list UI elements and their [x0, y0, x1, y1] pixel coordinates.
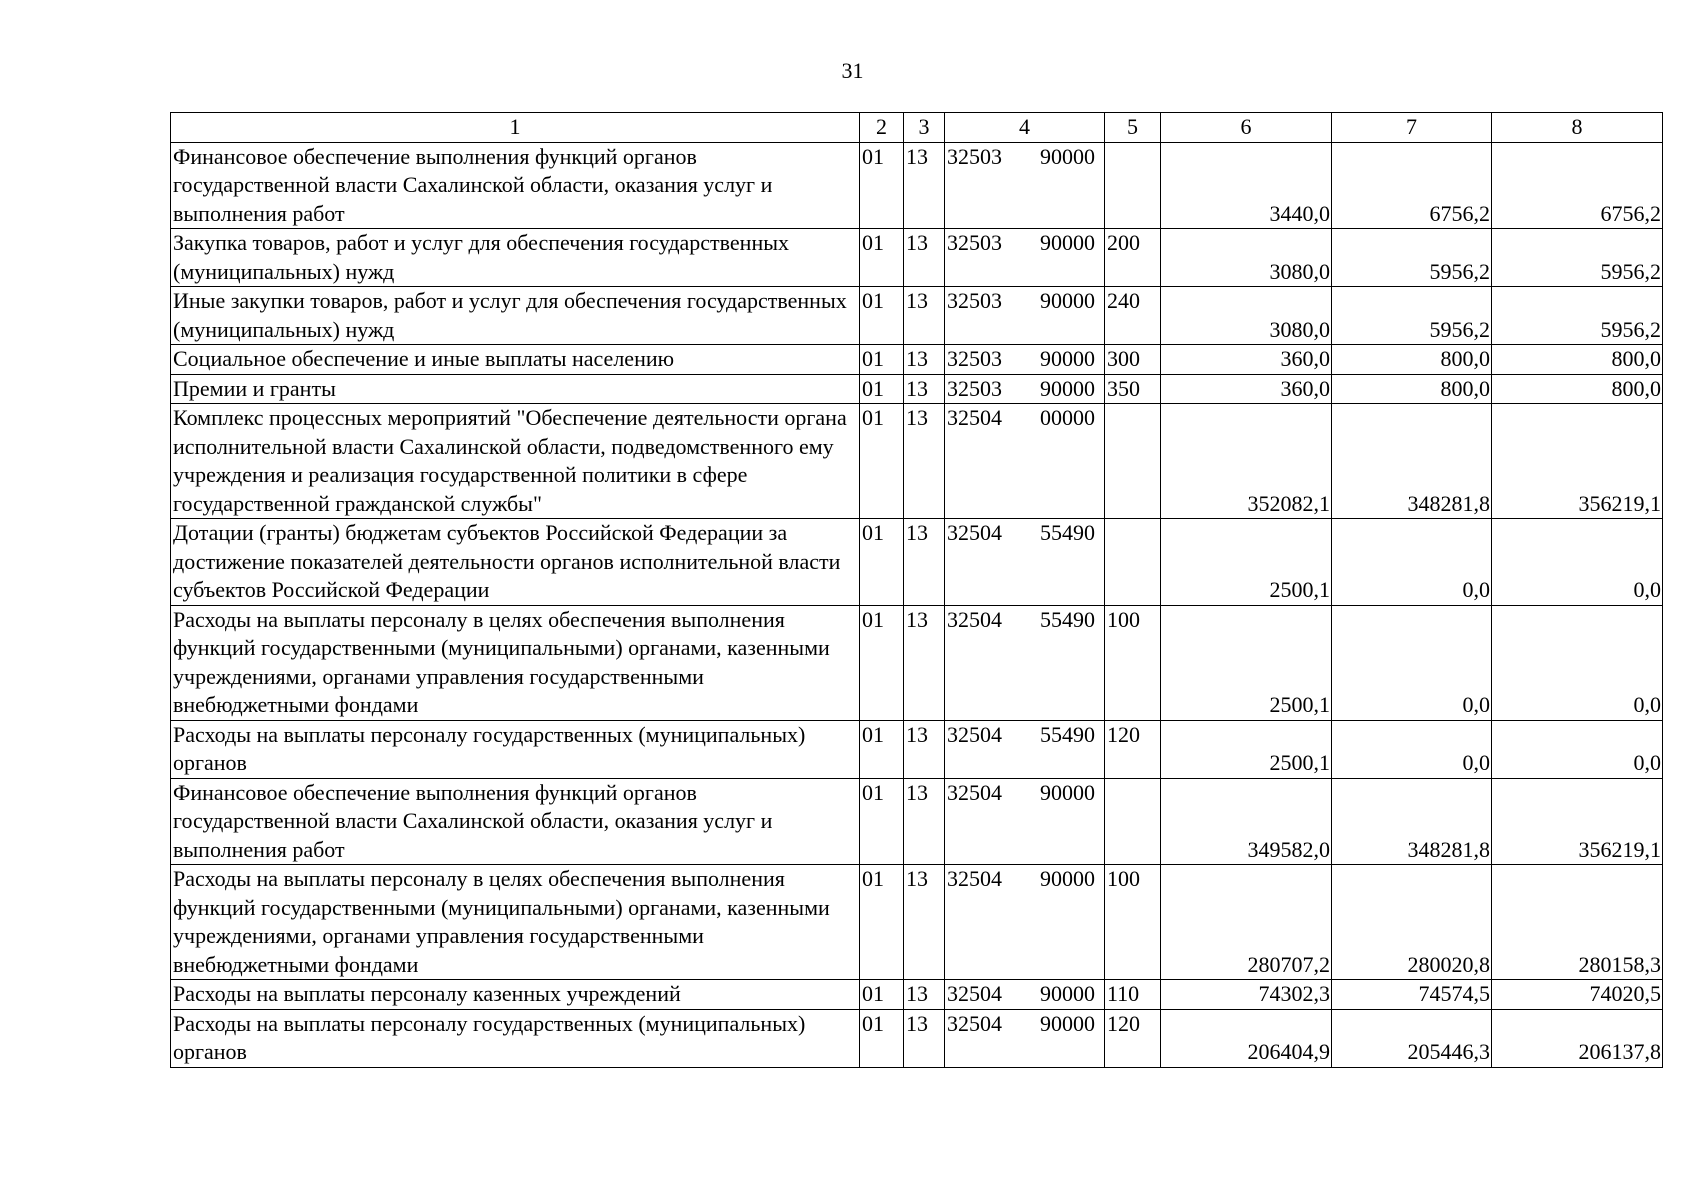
table-row	[171, 287, 1663, 345]
amount-col-6: 349582,0	[1161, 778, 1332, 865]
subsection-code: 13	[904, 865, 945, 980]
direction-code: 00000	[1040, 405, 1095, 430]
program-code: 32504	[947, 981, 1002, 1006]
row-name: Закупка товаров, работ и услуг для обеспечения государственных (муниципальных) нужд	[171, 229, 860, 287]
amount-col-7: 800,0	[1332, 374, 1492, 404]
row-name: Финансовое обеспечение выполнения функций органов государственной власти Сахалинской области, оказания услуг и выполнения работ	[171, 142, 860, 229]
program-code: 32504	[947, 405, 1002, 430]
target-article-code	[945, 778, 1105, 865]
program-code: 32504	[947, 779, 1002, 805]
expense-type-code: 350	[1105, 374, 1161, 404]
amount-col-7: 800,0	[1332, 345, 1492, 375]
subsection-code: 13	[904, 519, 945, 606]
amount-col-6: 206404,9	[1161, 1009, 1332, 1067]
program-code: 32503	[947, 375, 1002, 401]
target-article-code	[945, 142, 1105, 229]
amount-col-7: 0,0	[1332, 519, 1492, 606]
expense-type-code: 200	[1105, 229, 1161, 287]
expense-type-code	[1105, 404, 1161, 519]
amount-col-6: 2500,1	[1161, 605, 1332, 720]
target-article-code	[945, 345, 1105, 375]
direction-code: 90000	[1040, 375, 1095, 401]
amount-col-8: 74020,5	[1492, 980, 1663, 1010]
amount-col-7: 348281,8	[1332, 404, 1492, 519]
amount-col-6: 360,0	[1161, 345, 1332, 375]
section-code: 01	[860, 229, 904, 287]
amount-col-7: 5956,2	[1332, 287, 1492, 345]
direction-code: 55490	[1040, 520, 1095, 545]
subsection-code: 13	[904, 345, 945, 375]
amount-col-6: 2500,1	[1161, 720, 1332, 778]
section-code: 01	[860, 345, 904, 375]
amount-col-6: 352082,1	[1161, 404, 1332, 519]
subsection-code: 13	[904, 374, 945, 404]
expense-type-code	[1105, 519, 1161, 606]
subsection-code: 13	[904, 404, 945, 519]
program-code: 32504	[947, 721, 1002, 747]
header-col-2: 2	[860, 113, 904, 143]
section-code: 01	[860, 519, 904, 606]
expense-type-code	[1105, 142, 1161, 229]
row-name: Премии и гранты	[171, 374, 860, 404]
amount-col-7: 0,0	[1332, 605, 1492, 720]
table-row	[171, 142, 1663, 229]
program-code: 32503	[947, 288, 1002, 313]
direction-code: 90000	[1040, 981, 1095, 1006]
expense-type-code: 110	[1105, 980, 1161, 1010]
expense-type-code: 300	[1105, 345, 1161, 375]
expense-type-code: 100	[1105, 605, 1161, 720]
target-article-code	[945, 605, 1105, 720]
amount-col-7: 205446,3	[1332, 1009, 1492, 1067]
direction-code: 90000	[1040, 230, 1095, 255]
header-row	[171, 113, 1663, 143]
amount-col-7: 0,0	[1332, 720, 1492, 778]
section-code: 01	[860, 720, 904, 778]
amount-col-7: 280020,8	[1332, 865, 1492, 980]
budget-table	[170, 112, 1663, 1068]
header-col-3: 3	[904, 113, 945, 143]
amount-col-6: 74302,3	[1161, 980, 1332, 1010]
target-article-code	[945, 720, 1105, 778]
row-name: Расходы на выплаты персоналу в целях обеспечения выполнения функций государственными (муниципальными) органами, казенными учреждениями, органами управления государственными внебюджетными фондами	[171, 605, 860, 720]
table-row	[171, 865, 1663, 980]
amount-col-8: 6756,2	[1492, 142, 1663, 229]
direction-code: 90000	[1040, 346, 1095, 371]
target-article-code	[945, 865, 1105, 980]
amount-col-6: 3080,0	[1161, 287, 1332, 345]
program-code: 32503	[947, 143, 1002, 169]
section-code: 01	[860, 778, 904, 865]
amount-col-6: 3440,0	[1161, 142, 1332, 229]
row-name: Социальное обеспечение и иные выплаты населению	[171, 345, 860, 375]
program-code: 32503	[947, 230, 1002, 255]
subsection-code: 13	[904, 778, 945, 865]
subsection-code: 13	[904, 980, 945, 1010]
direction-code: 90000	[1040, 143, 1095, 169]
amount-col-7: 74574,5	[1332, 980, 1492, 1010]
target-article-code	[945, 374, 1105, 404]
section-code: 01	[860, 404, 904, 519]
section-code: 01	[860, 142, 904, 229]
direction-code: 90000	[1040, 779, 1095, 805]
section-code: 01	[860, 980, 904, 1010]
header-col-1: 1	[171, 113, 860, 143]
header-col-4: 4	[945, 113, 1105, 143]
amount-col-8: 5956,2	[1492, 287, 1663, 345]
amount-col-7: 5956,2	[1332, 229, 1492, 287]
subsection-code: 13	[904, 720, 945, 778]
amount-col-8: 5956,2	[1492, 229, 1663, 287]
amount-col-8: 0,0	[1492, 605, 1663, 720]
subsection-code: 13	[904, 142, 945, 229]
program-code: 32504	[947, 606, 1002, 632]
direction-code: 90000	[1040, 288, 1095, 313]
expense-type-code: 240	[1105, 287, 1161, 345]
table-row	[171, 345, 1663, 375]
amount-col-8: 356219,1	[1492, 404, 1663, 519]
target-article-code	[945, 287, 1105, 345]
direction-code: 90000	[1040, 866, 1095, 891]
amount-col-8: 356219,1	[1492, 778, 1663, 865]
amount-col-6: 360,0	[1161, 374, 1332, 404]
row-name: Расходы на выплаты персоналу государственных (муниципальных) органов	[171, 720, 860, 778]
direction-code: 55490	[1040, 721, 1095, 747]
program-code: 32503	[947, 346, 1002, 371]
row-name: Комплекс процессных мероприятий "Обеспечение деятельности органа исполнительной власти Сахалинской области, подведомственного ему учреждения и реализация государственной политики в сфере государственной гражданской службы"	[171, 404, 860, 519]
header-col-5: 5	[1105, 113, 1161, 143]
subsection-code: 13	[904, 1009, 945, 1067]
section-code: 01	[860, 1009, 904, 1067]
expense-type-code: 120	[1105, 720, 1161, 778]
subsection-code: 13	[904, 287, 945, 345]
direction-code: 55490	[1040, 606, 1095, 632]
section-code: 01	[860, 865, 904, 980]
expense-type-code	[1105, 778, 1161, 865]
amount-col-6: 2500,1	[1161, 519, 1332, 606]
table-row	[171, 1009, 1663, 1067]
amount-col-7: 6756,2	[1332, 142, 1492, 229]
target-article-code	[945, 404, 1105, 519]
target-article-code	[945, 980, 1105, 1010]
table-row	[171, 519, 1663, 606]
table-row	[171, 720, 1663, 778]
table-row	[171, 778, 1663, 865]
amount-col-8: 800,0	[1492, 374, 1663, 404]
amount-col-8: 280158,3	[1492, 865, 1663, 980]
table-row	[171, 404, 1663, 519]
row-name: Расходы на выплаты персоналу в целях обеспечения выполнения функций государственными (муниципальными) органами, казенными учреждениями, органами управления государственными внебюджетными фондами	[171, 865, 860, 980]
target-article-code	[945, 519, 1105, 606]
subsection-code: 13	[904, 605, 945, 720]
target-article-code	[945, 229, 1105, 287]
amount-col-6: 280707,2	[1161, 865, 1332, 980]
table-row	[171, 229, 1663, 287]
amount-col-8: 0,0	[1492, 720, 1663, 778]
direction-code: 90000	[1040, 1010, 1095, 1036]
header-col-7: 7	[1332, 113, 1492, 143]
row-name: Дотации (гранты) бюджетам субъектов Российской Федерации за достижение показателей деятельности органов исполнительной власти субъектов Российской Федерации	[171, 519, 860, 606]
section-code: 01	[860, 287, 904, 345]
header-col-6: 6	[1161, 113, 1332, 143]
target-article-code	[945, 1009, 1105, 1067]
amount-col-8: 0,0	[1492, 519, 1663, 606]
table-row	[171, 374, 1663, 404]
program-code: 32504	[947, 520, 1002, 545]
row-name: Расходы на выплаты персоналу государственных (муниципальных) органов	[171, 1009, 860, 1067]
amount-col-8: 206137,8	[1492, 1009, 1663, 1067]
program-code: 32504	[947, 866, 1002, 891]
table-row	[171, 980, 1663, 1010]
row-name: Расходы на выплаты персоналу казенных учреждений	[171, 980, 860, 1010]
section-code: 01	[860, 605, 904, 720]
amount-col-6: 3080,0	[1161, 229, 1332, 287]
subsection-code: 13	[904, 229, 945, 287]
amount-col-8: 800,0	[1492, 345, 1663, 375]
table-row	[171, 605, 1663, 720]
row-name: Иные закупки товаров, работ и услуг для обеспечения государственных (муниципальных) нужд	[171, 287, 860, 345]
header-col-8: 8	[1492, 113, 1663, 143]
row-name: Финансовое обеспечение выполнения функций органов государственной власти Сахалинской области, оказания услуг и выполнения работ	[171, 778, 860, 865]
amount-col-7: 348281,8	[1332, 778, 1492, 865]
program-code: 32504	[947, 1010, 1002, 1036]
expense-type-code: 100	[1105, 865, 1161, 980]
section-code: 01	[860, 374, 904, 404]
page-number: 31	[841, 58, 864, 83]
expense-type-code: 120	[1105, 1009, 1161, 1067]
